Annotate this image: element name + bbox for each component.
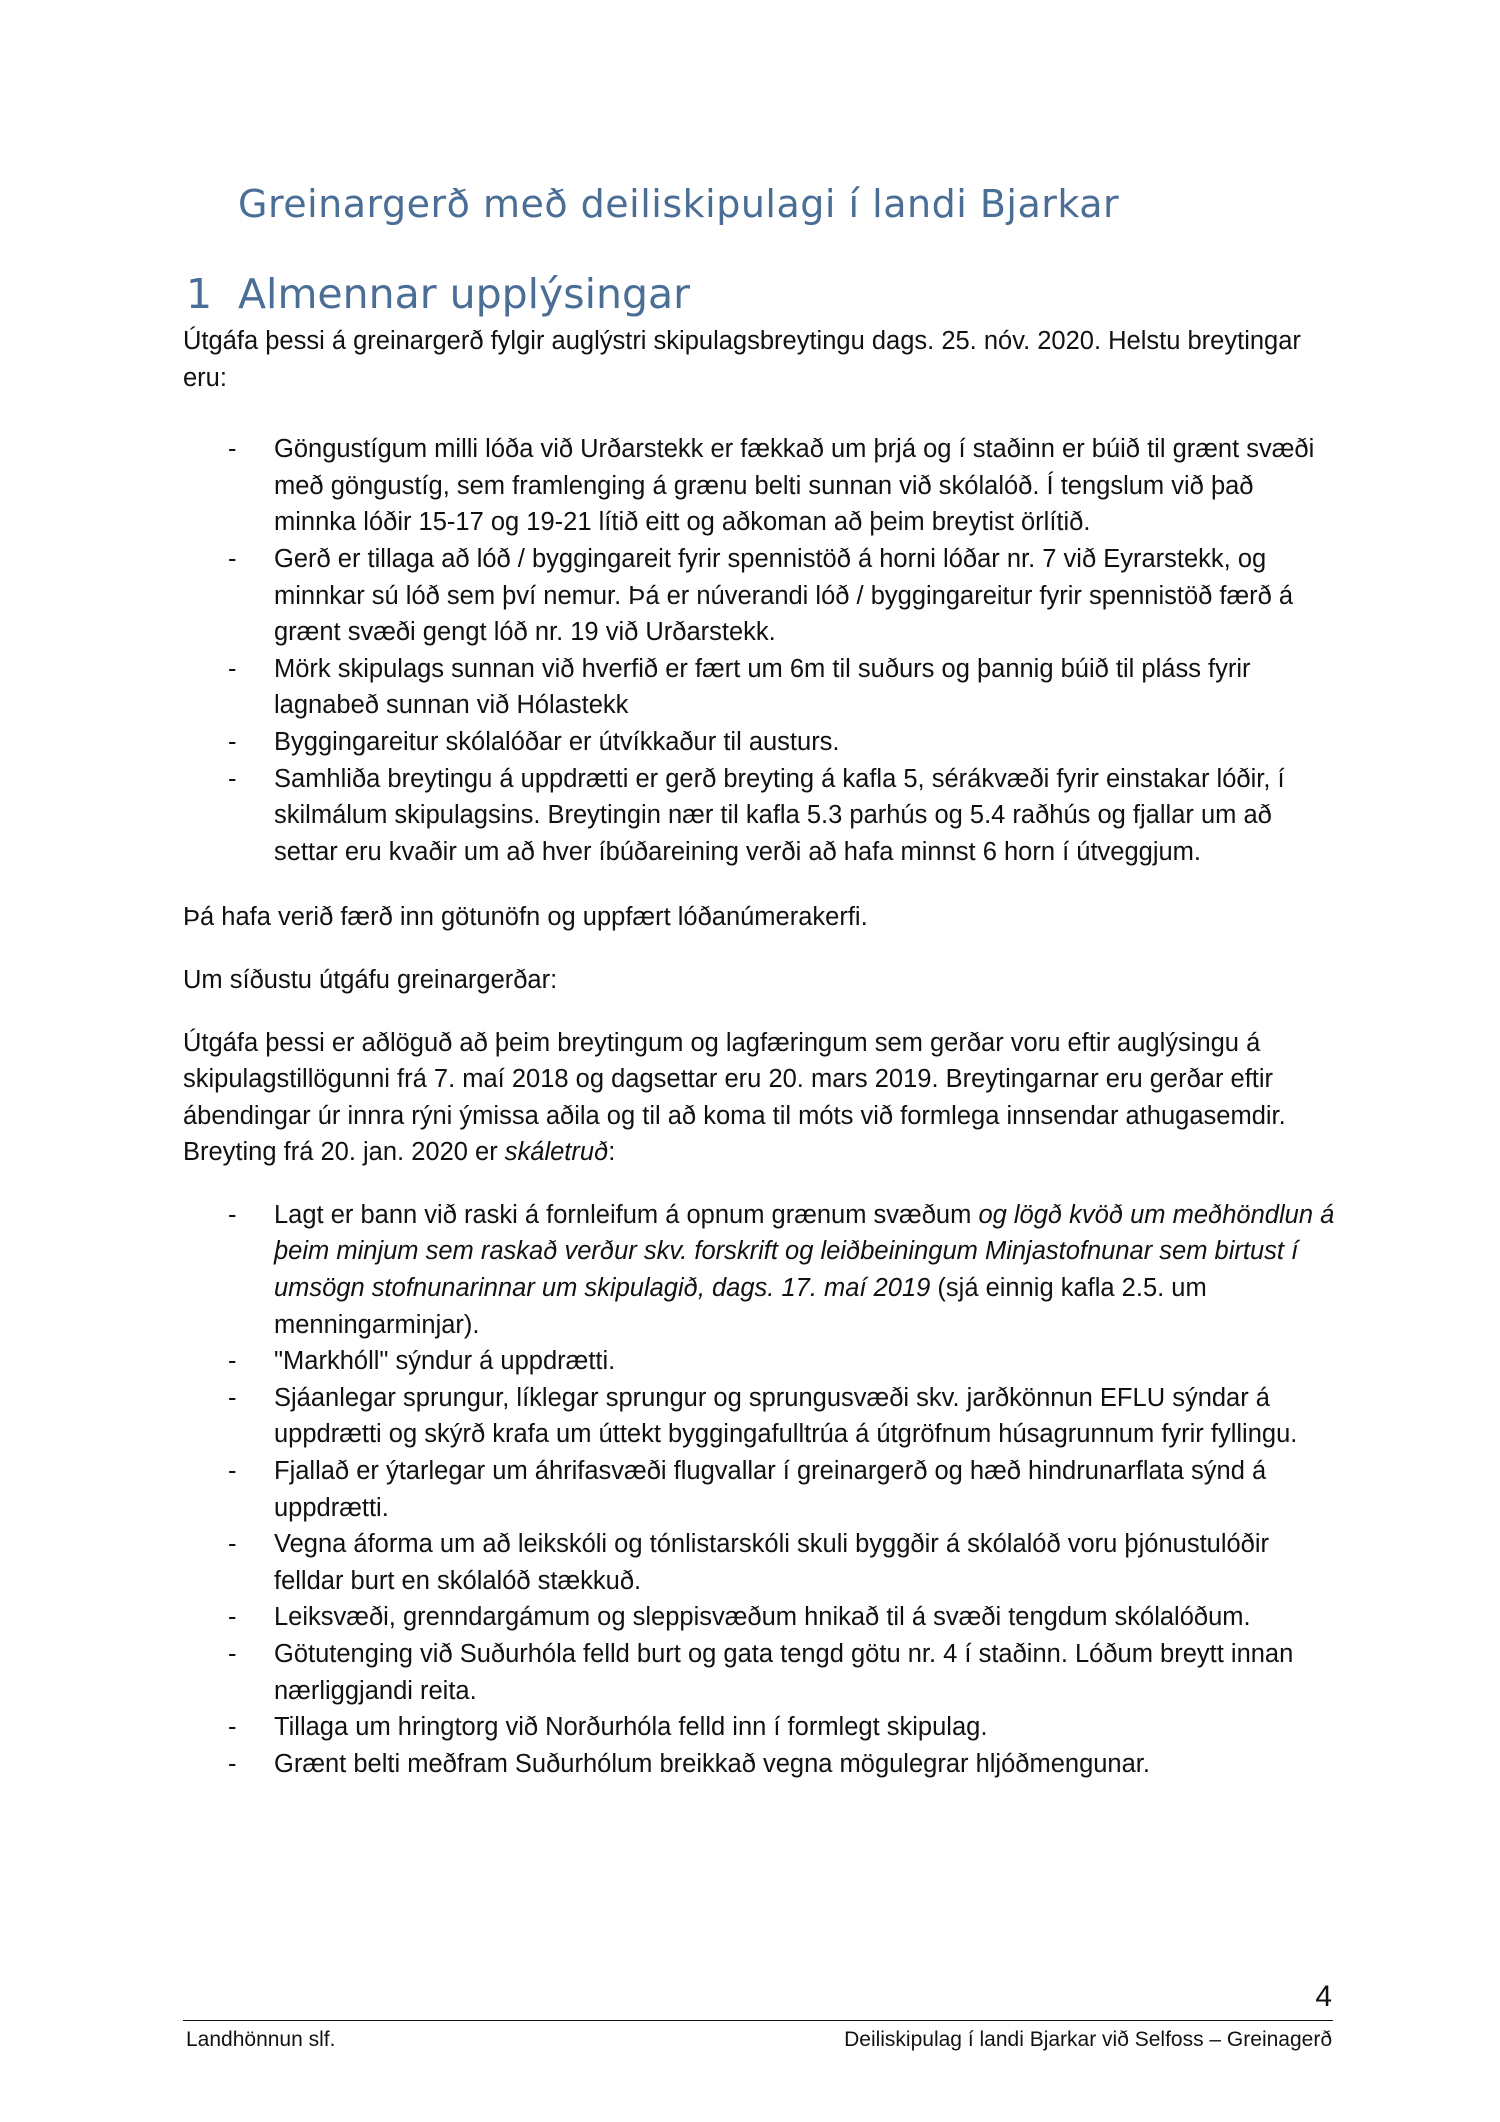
list-item — [183, 431, 1335, 541]
footer-divider — [183, 2020, 1333, 2021]
list-item — [183, 1599, 1335, 1636]
list-item-text: Samhliða breytingu á uppdrætti er gerð breyting á kafla 5, sérákvæði fyrir einstakar lóðir, í skilmálum skipulagsins. Breytingin nær til kafla 5.3 parhús og 5.4 raðhús og fjallar um að settar eru kvaðir um að hver íbúðareining verði að hafa minnst 6 horn í útveggjum. — [274, 764, 1285, 866]
list-dash: - — [228, 1603, 237, 1632]
list-item-text: Tillaga um hringtorg við Norðurhóla felld inn í formlegt skipulag. — [274, 1713, 988, 1742]
list-dash: - — [228, 764, 237, 793]
list-item — [183, 651, 1335, 724]
previous-version-paragraph — [183, 1025, 1335, 1171]
list-item-text: Leiksvæði, grenndargámum og sleppisvæðum hnikað til á svæði tengdum skólalóðum. — [274, 1603, 1251, 1632]
list-item — [183, 761, 1335, 871]
list-item-text: "Markhóll" sýndur á uppdrætti. — [274, 1347, 616, 1376]
list-dash: - — [228, 1383, 237, 1412]
list-dash: - — [228, 1530, 237, 1559]
list-item — [183, 1636, 1335, 1709]
previous-intro-italic: skáletruð — [504, 1138, 609, 1167]
list-dash: - — [228, 727, 237, 756]
previous-intro-text: Útgáfa þessi er aðlöguð að þeim breytingum og lagfæringum sem gerðar voru eftir auglýsingu á skipulagstillögunni frá 7. maí 2018 og dagsettar eru 20. mars 2019. Breytingarnar eru gerðar eftir ábendingar úr innra rýni ýmissa aðila og til að koma til móts við formlega innsendar athugasemdir. Breyting frá 20. jan. 2020 er — [183, 1028, 1286, 1167]
changes-list — [183, 431, 1335, 870]
intro-paragraph: Útgáfa þessi á greinargerð fylgir auglýstri skipulagsbreytingu dags. 25. nóv. 2020. Helstu breytingar eru: — [183, 327, 1301, 392]
section-body — [183, 323, 1335, 1782]
list-item — [183, 724, 1335, 761]
list-dash: - — [228, 1457, 237, 1486]
list-item-text: Göngustígum milli lóða við Urðarstekk er fækkað um þrjá og í staðinn er búið til grænt svæði með göngustíg, sem framlenging á grænu belti sunnan við skólalóð. Í tengslum við það minnka lóðir 15-17 og 19-21 lítið eitt og aðkoman að þeim breytist örlítið. — [274, 435, 1315, 537]
previous-intro-end: : — [608, 1138, 616, 1167]
footer-company: Landhönnun slf. — [186, 2028, 336, 2051]
list-item-text: Sjáanlegar sprungur, líklegar sprungur og sprungusvæði skv. jarðkönnun EFLU sýndar á uppdrætti og skýrð krafa um úttekt byggingafulltrúa á útgröfnum húsagrunnum fyrir fyllingu. — [274, 1383, 1298, 1449]
list-item — [183, 1343, 1335, 1380]
list-item-text: Grænt belti meðfram Suðurhólum breikkað vegna mögulegrar hljóðmengunar. — [274, 1749, 1150, 1778]
list-item — [183, 541, 1335, 651]
section-title: Almennar upplýsingar — [238, 270, 691, 318]
list-item-text: Vegna áforma um að leikskóli og tónlistarskóli skuli byggðir á skólalóð voru þjónustulóðir felldar burt en skólalóð stækkuð. — [274, 1530, 1270, 1595]
list-dash: - — [228, 1200, 237, 1229]
previous-version-heading: Um síðustu útgáfu greinargerðar: — [183, 965, 558, 994]
list-item-text: Gerð er tillaga að lóð / byggingareit fyrir spennistöð á horni lóðar nr. 7 við Eyrarstekk, og minnkar sú lóð sem því nemur. Þá er núverandi lóð / byggingareitur fyrir spennistöð færð á grænt svæði gengt lóð nr. 19 við Urðarstekk. — [274, 544, 1294, 647]
list-dash: - — [228, 1347, 237, 1376]
section-number: 1 — [186, 270, 213, 318]
previous-changes-list — [183, 1197, 1335, 1783]
document-title: Greinargerð með deiliskipulagi í landi Bjarkar — [238, 182, 1120, 226]
list-item — [183, 1526, 1335, 1599]
list-item-italic: og lögð kvöð um meðhöndlun á þeim minjum sem raskað verður skv. forskrift og leiðbeiningum Minjastofnunar sem birtust í umsögn stofnunarinnar um skipulagið, dags. 17. maí 2019 — [274, 1200, 1335, 1303]
list-item-text: (sjá einnig kafla 2.5. um menningarminjar). — [274, 1274, 1207, 1339]
list-dash: - — [228, 1640, 237, 1668]
list-item — [183, 1453, 1335, 1526]
list-item-text: Götutenging við Suðurhóla felld burt og gata tengd götu nr. 4 í staðinn. Lóðum breytt innan nærliggjandi reita. — [274, 1640, 1294, 1705]
list-dash: - — [228, 1713, 237, 1742]
list-item-text: Mörk skipulags sunnan við hverfið er fært um 6m til suðurs og þannig búið til pláss fyrir lagnabeð sunnan við Hólastekk — [274, 654, 1251, 720]
list-dash: - — [228, 1749, 237, 1778]
list-item-text: Byggingareitur skólalóðar er útvíkkaður til austurs. — [274, 727, 840, 756]
list-item-text: Fjallað er ýtarlegar um áhrifasvæði flugvallar í greinargerð og hæð hindrunarflata sýnd á uppdrætti. — [274, 1457, 1267, 1522]
list-item — [183, 1197, 1335, 1343]
page-number: 4 — [1315, 1980, 1332, 2013]
footer-document-name: Deiliskipulag í landi Bjarkar við Selfoss – Greinagerð — [844, 2028, 1332, 2051]
list-item-text: Lagt er bann við raski á fornleifum á opnum grænum svæðum — [274, 1200, 979, 1229]
list-item — [183, 1709, 1335, 1746]
list-item — [183, 1746, 1335, 1783]
list-dash: - — [228, 654, 237, 683]
section-heading — [186, 270, 690, 318]
street-names-paragraph: Þá hafa verið færð inn götunöfn og uppfært lóðanúmerakerfi. — [183, 903, 868, 932]
list-dash: - — [228, 544, 237, 573]
list-dash: - — [228, 435, 237, 464]
list-item — [183, 1380, 1335, 1453]
